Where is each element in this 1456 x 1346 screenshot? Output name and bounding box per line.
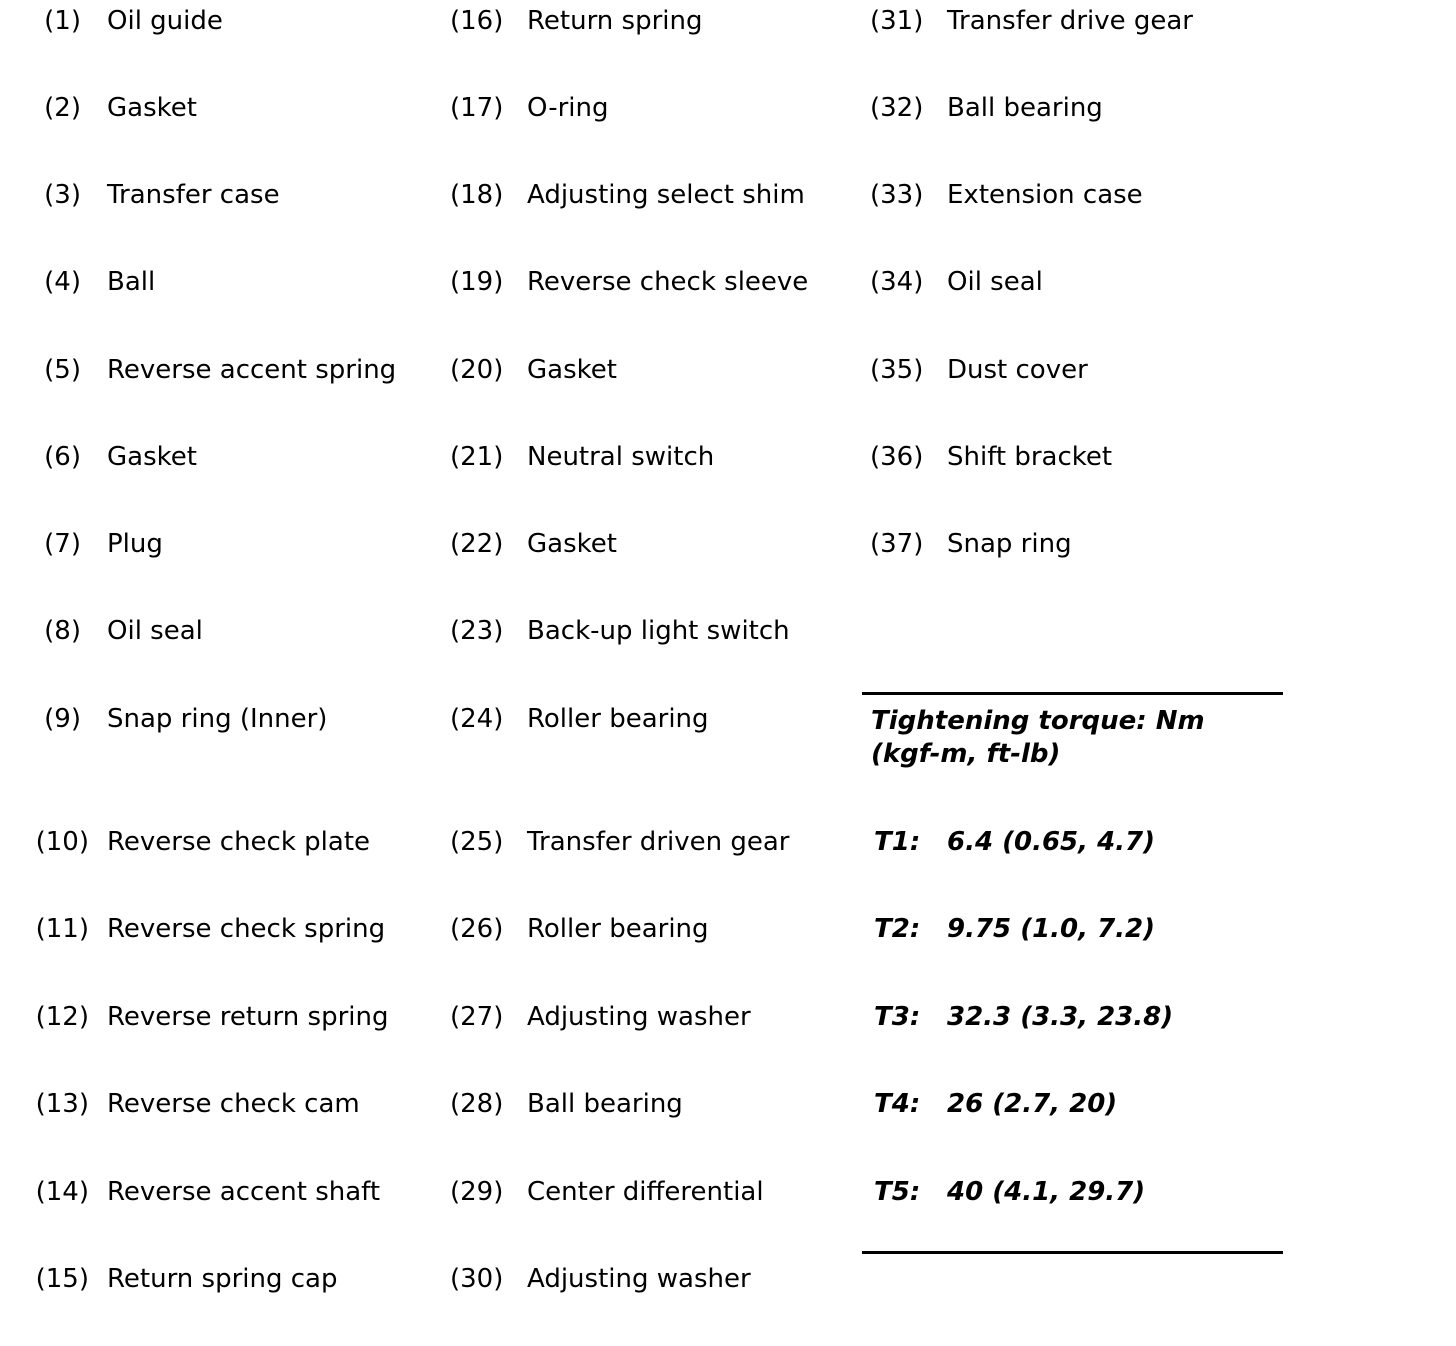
- part-number: (27): [450, 1002, 504, 1032]
- part-number: (1): [44, 6, 81, 36]
- part-name: Dust cover: [947, 355, 1088, 385]
- part-name: Reverse return spring: [107, 1002, 389, 1032]
- part-name: Adjusting washer: [527, 1264, 751, 1294]
- part-number: (29): [450, 1177, 504, 1207]
- part-number: (33): [870, 180, 924, 210]
- part-name: Transfer driven gear: [527, 827, 790, 857]
- part-name: Roller bearing: [527, 704, 709, 734]
- part-number: (23): [450, 616, 504, 646]
- part-name: Center differential: [527, 1177, 764, 1207]
- torque-code: T2:: [874, 914, 921, 944]
- part-number: (16): [450, 6, 504, 36]
- part-number: (18): [450, 180, 504, 210]
- part-number: (9): [44, 704, 81, 734]
- torque-value: 40 (4.1, 29.7): [947, 1177, 1146, 1207]
- torque-bottom-rule: [862, 1251, 1283, 1254]
- part-name: Shift bracket: [947, 442, 1113, 472]
- part-name: Reverse check spring: [107, 914, 386, 944]
- part-number: (15): [35, 1264, 89, 1294]
- part-name: Reverse accent shaft: [107, 1177, 381, 1207]
- part-name: O-ring: [527, 93, 609, 123]
- part-name: Extension case: [947, 180, 1143, 210]
- part-name: Oil seal: [947, 267, 1043, 297]
- torque-value: 32.3 (3.3, 23.8): [947, 1002, 1174, 1032]
- part-name: Gasket: [107, 442, 197, 472]
- part-number: (24): [450, 704, 504, 734]
- part-number: (20): [450, 355, 504, 385]
- part-name: Snap ring (Inner): [107, 704, 328, 734]
- part-name: Transfer drive gear: [947, 6, 1193, 36]
- part-number: (22): [450, 529, 504, 559]
- part-number: (8): [44, 616, 81, 646]
- part-name: Gasket: [527, 529, 617, 559]
- part-number: (7): [44, 529, 81, 559]
- part-number: (31): [870, 6, 924, 36]
- part-number: (6): [44, 442, 81, 472]
- part-name: Ball bearing: [947, 93, 1103, 123]
- part-name: Roller bearing: [527, 914, 709, 944]
- part-number: (32): [870, 93, 924, 123]
- torque-code: T4:: [874, 1089, 921, 1119]
- torque-value: 9.75 (1.0, 7.2): [947, 914, 1156, 944]
- part-number: (17): [450, 93, 504, 123]
- torque-code: T5:: [874, 1177, 921, 1207]
- part-number: (14): [35, 1177, 89, 1207]
- part-number: (35): [870, 355, 924, 385]
- part-name: Snap ring: [947, 529, 1072, 559]
- part-name: Oil seal: [107, 616, 203, 646]
- part-number: (19): [450, 267, 504, 297]
- part-name: Transfer case: [107, 180, 280, 210]
- part-number: (25): [450, 827, 504, 857]
- part-name: Gasket: [527, 355, 617, 385]
- part-number: (36): [870, 442, 924, 472]
- part-name: Adjusting washer: [527, 1002, 751, 1032]
- part-number: (26): [450, 914, 504, 944]
- part-name: Ball: [107, 267, 156, 297]
- part-number: (13): [35, 1089, 89, 1119]
- part-name: Reverse check cam: [107, 1089, 360, 1119]
- part-name: Ball bearing: [527, 1089, 683, 1119]
- part-number: (4): [44, 267, 81, 297]
- part-name: Back-up light switch: [527, 616, 790, 646]
- part-number: (37): [870, 529, 924, 559]
- part-number: (21): [450, 442, 504, 472]
- part-number: (10): [35, 827, 89, 857]
- part-number: (2): [44, 93, 81, 123]
- part-name: Plug: [107, 529, 163, 559]
- torque-top-rule: [862, 692, 1283, 695]
- part-number: (28): [450, 1089, 504, 1119]
- torque-code: T3:: [874, 1002, 921, 1032]
- part-name: Gasket: [107, 93, 197, 123]
- torque-value: 26 (2.7, 20): [947, 1089, 1118, 1119]
- torque-value: 6.4 (0.65, 4.7): [947, 827, 1156, 857]
- part-number: (5): [44, 355, 81, 385]
- part-number: (30): [450, 1264, 504, 1294]
- part-name: Oil guide: [107, 6, 223, 36]
- part-name: Reverse check plate: [107, 827, 371, 857]
- part-name: Adjusting select shim: [527, 180, 805, 210]
- torque-code: T1:: [874, 827, 921, 857]
- torque-title: Tightening torque: Nm (kgf-m, ft-lb): [871, 706, 1205, 769]
- part-name: Return spring cap: [107, 1264, 338, 1294]
- part-name: Reverse accent spring: [107, 355, 397, 385]
- part-name: Return spring: [527, 6, 703, 36]
- part-number: (11): [35, 914, 89, 944]
- part-name: Neutral switch: [527, 442, 715, 472]
- part-number: (34): [870, 267, 924, 297]
- part-number: (12): [35, 1002, 89, 1032]
- part-name: Reverse check sleeve: [527, 267, 809, 297]
- part-number: (3): [44, 180, 81, 210]
